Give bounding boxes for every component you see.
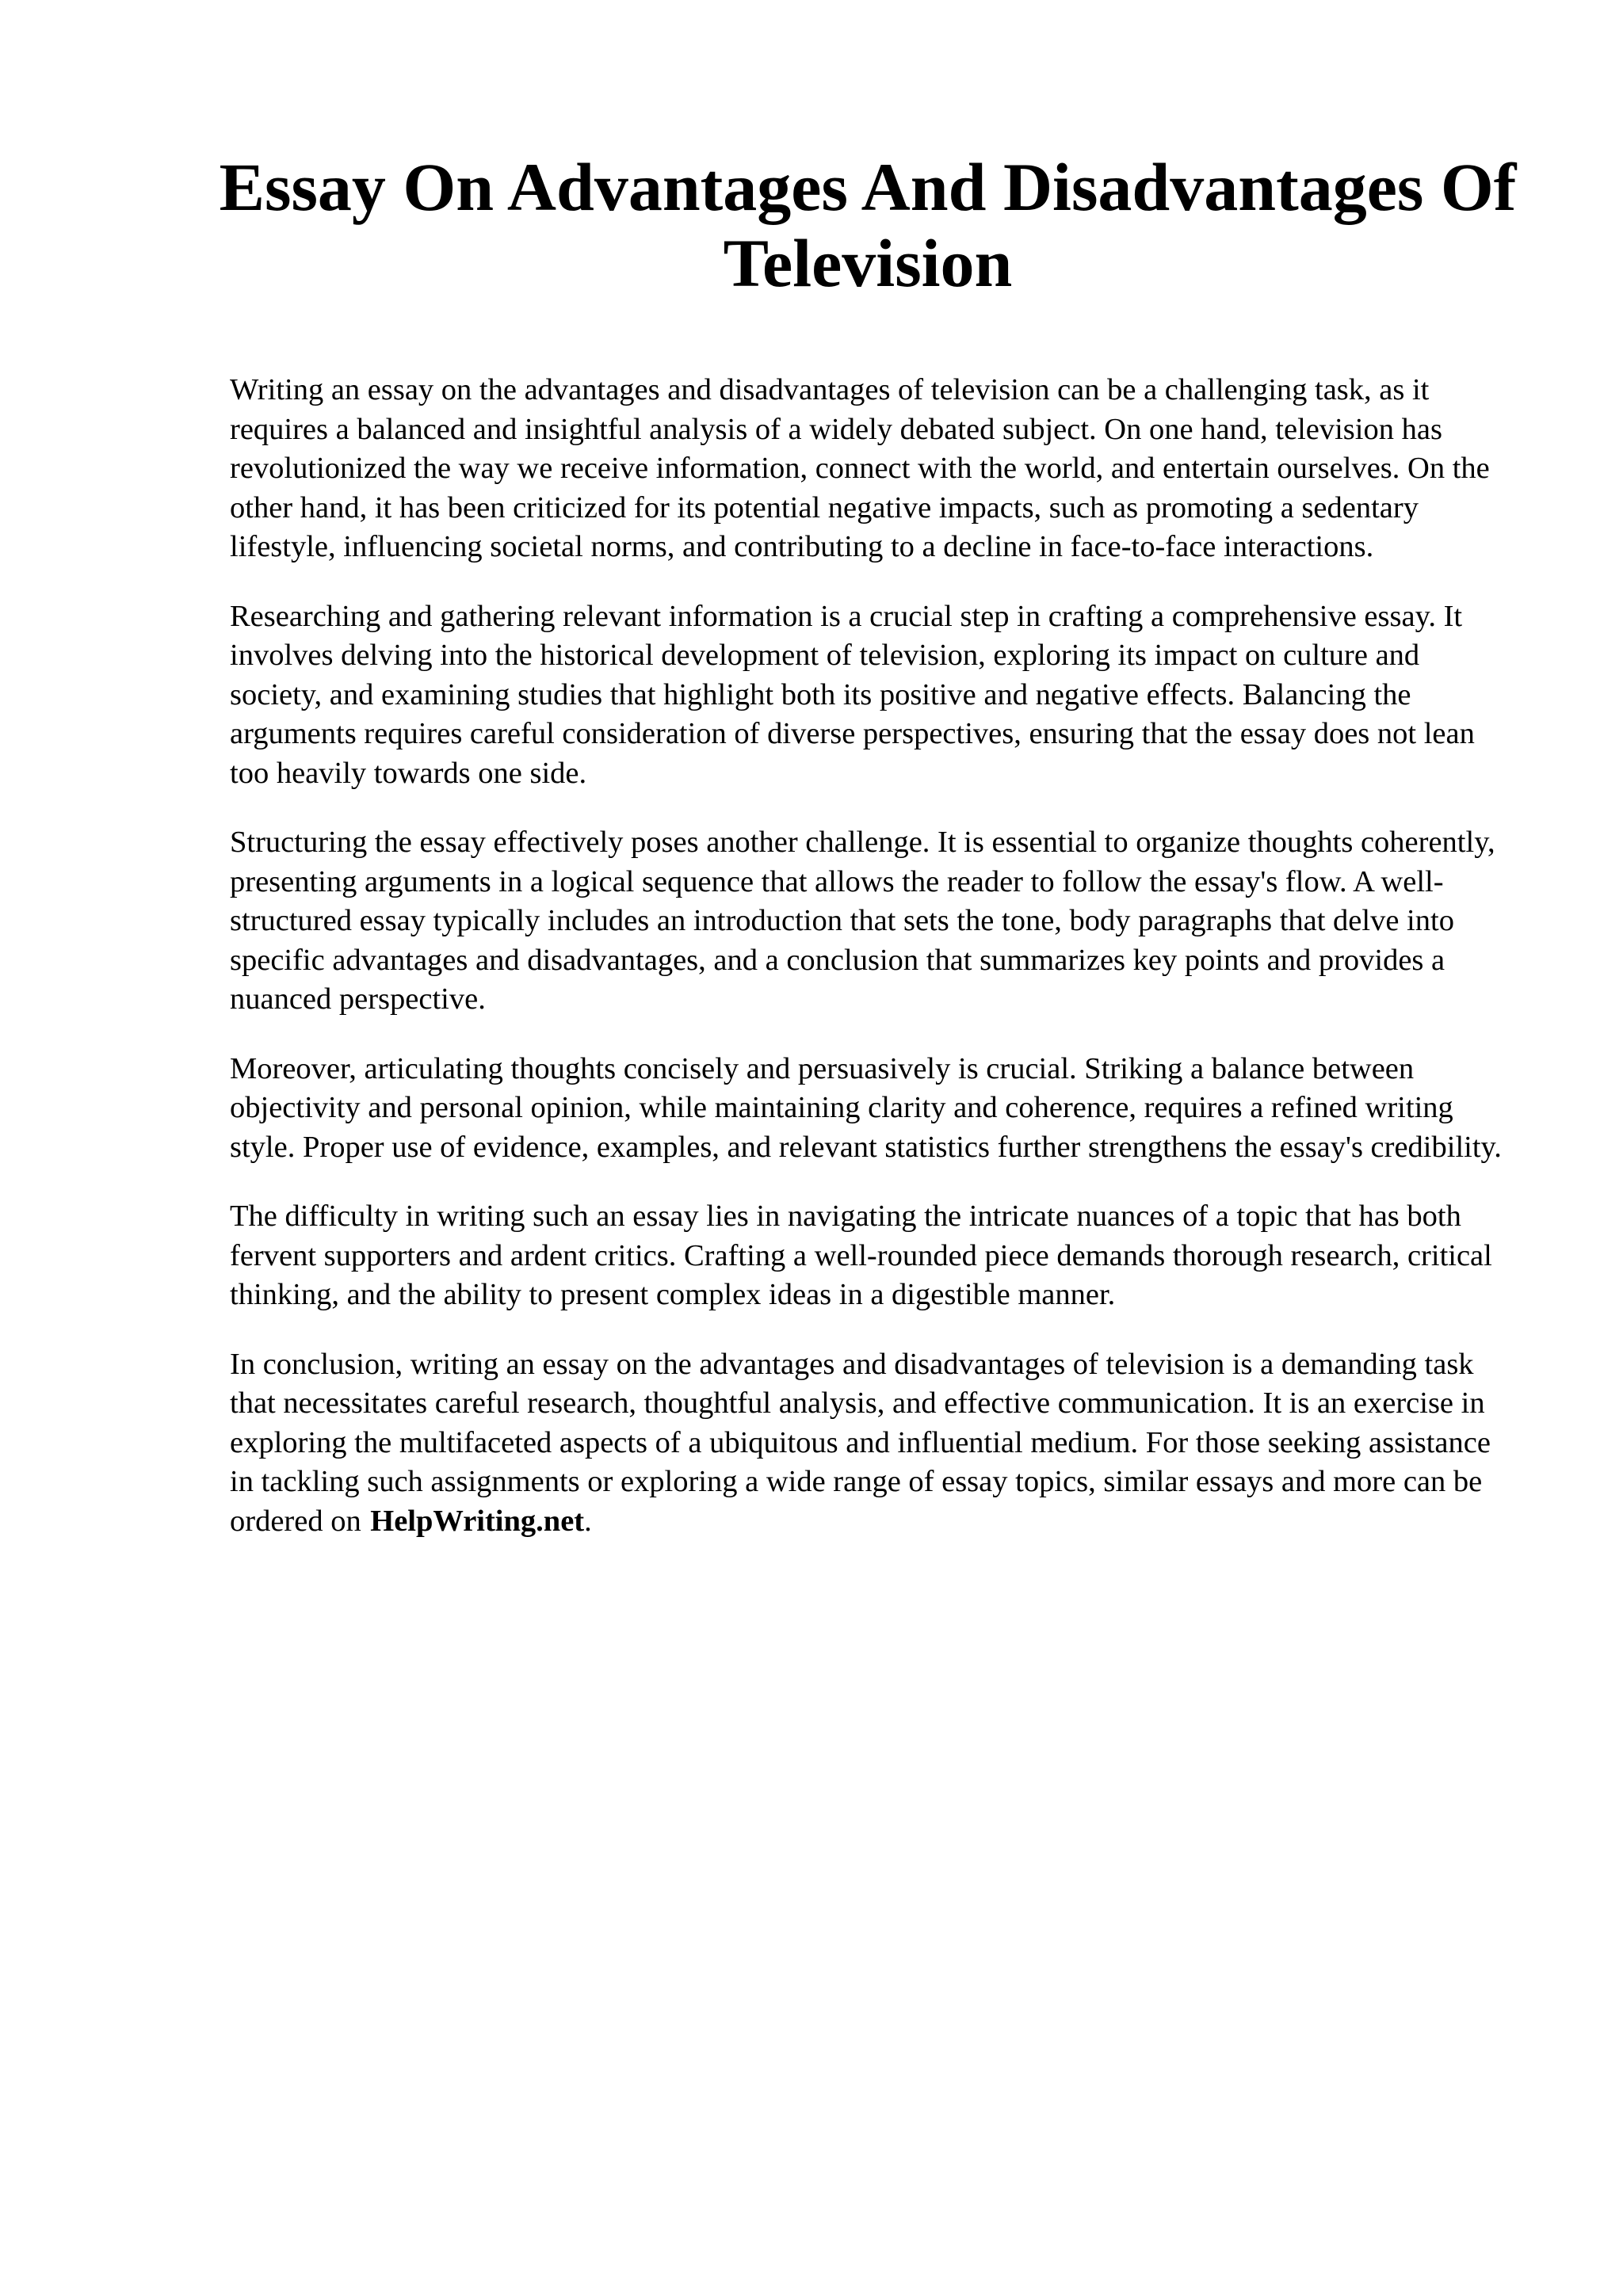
conclusion-text: In conclusion, writing an essay on the advantages and disadvantages of television is a demanding task that necessitates careful research, thoughtful analysis, and effective communication. It is an exercise in exploring the multifaceted aspects of a ubiquitous and influential medium. For those seeking assistance in tackling such assignments or exploring a wide range of essay topics, similar essays and more can be ordered on (230, 1347, 1491, 1538)
paragraph-5: The difficulty in writing such an essay lies in navigating the intricate nuances of a topic that has both fervent supporters and ardent critics. Crafting a well-rounded piece demands thorough research, critical thinking, and the ability to present complex ideas in a digestible manner. (230, 1199, 1492, 1311)
paragraph-4: Moreover, articulating thoughts concisely and persuasively is crucial. Striking a balance between objectivity and personal opinion, while maintaining clarity and coherence, requires a refined writing style. Proper use of evidence, examples, and relevant statistics further strengthens the essay's credibility. (230, 1051, 1502, 1164)
brand-link[interactable]: HelpWriting.net (370, 1504, 585, 1538)
essay-body (230, 371, 1514, 1541)
paragraph-2: Researching and gathering relevant information is a crucial step in crafting a comprehensive essay. It involves delving into the historical development of television, exploring its impact on culture and society, and examining studies that highlight both its positive and negative effects. Balancing the arguments requires careful consideration of diverse perspectives, ensuring that the essay does not lean too heavily towards one side. (230, 599, 1475, 790)
conclusion-paragraph (230, 1345, 1514, 1542)
paragraph-3: Structuring the essay effectively poses another challenge. It is essential to organize thoughts coherently, presenting arguments in a logical sequence that allows the reader to follow the essay's flow. A well-structured essay typically includes an introduction that sets the tone, body paragraphs that delve into specific advantages and disadvantages, and a conclusion that summarizes key points and provides a nuanced perspective. (230, 826, 1495, 1016)
paragraph-1: Writing an essay on the advantages and disadvantages of television can be a challenging task, as it requires a balanced and insightful analysis of a widely debated subject. On one hand, television has revolutionized the way we receive information, connect with the world, and entertain ourselves. On the other hand, it has been criticized for its potential negative impacts, such as promoting a sedentary lifestyle, influencing societal norms, and contributing to a decline in face-to-face interactions. (230, 373, 1490, 563)
page-title: Essay On Advantages And Disadvantages Of Television (219, 149, 1517, 301)
conclusion-end-punctuation: . (584, 1504, 592, 1538)
